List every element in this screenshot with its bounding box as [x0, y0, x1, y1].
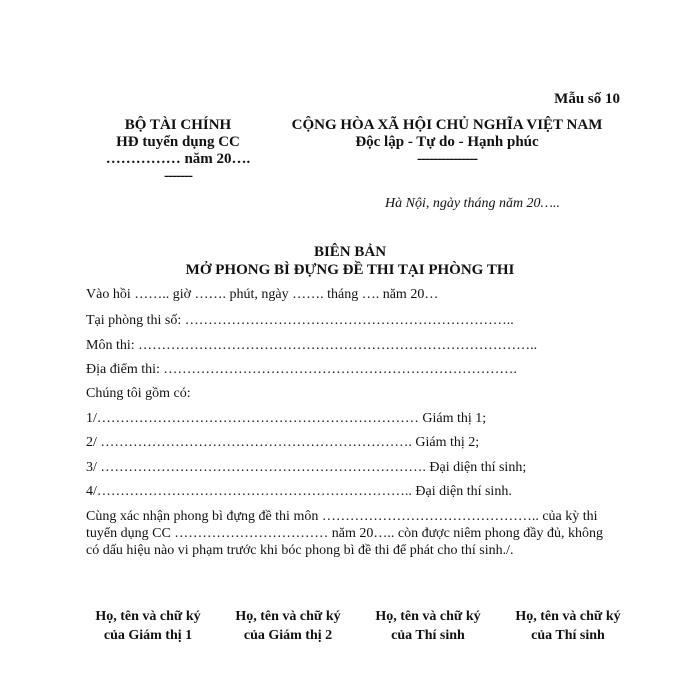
signature-role: của Thí sinh — [531, 628, 605, 643]
signature-label: Họ, tên và chữ ký — [375, 609, 481, 624]
ministry-name: BỘ TÀI CHÍNH — [124, 117, 232, 133]
place-date: Hà Nội, ngày tháng năm 20….. — [385, 196, 560, 211]
member-line-4: 4/………………………………………………………….. Đại diện thí sinh. — [86, 484, 512, 499]
signature-role: của Thí sinh — [391, 628, 465, 643]
signature-label: Họ, tên và chữ ký — [235, 609, 341, 624]
title-line-1: BIÊN BẢN — [313, 244, 387, 260]
council-year: …………… năm 20…. — [105, 151, 251, 167]
signature-block-proctor-2 — [218, 607, 358, 645]
nation-name: CỘNG HÒA XÃ HỘI CHỦ NGHĨA VIỆT NAM — [291, 117, 603, 133]
title-line-2: MỞ PHONG BÌ ĐỰNG ĐỀ THI TẠI PHÒNG THI — [185, 262, 515, 278]
signature-row — [78, 607, 638, 645]
members-intro: Chúng tôi gồm có: — [86, 386, 191, 401]
document-title — [150, 243, 550, 279]
motto-divider: --------------- — [417, 151, 477, 167]
member-line-2: 2/ …………………………………………………………. Giám thị 2; — [86, 435, 480, 450]
exam-subject-field: Môn thi: ………………………………………………………………………….. — [86, 338, 538, 353]
confirmation-paragraph: Cùng xác nhận phong bì đựng đề thi môn ……………………………………….. của kỳ thi tuyển dụng CC …………………………… năm 20….. còn được niêm phong đầy đủ, không có dấu hiệu nào vi phạm trước khi bóc phong bì đề thi để phát cho thí sinh./. — [86, 509, 604, 558]
exam-location-field: Địa điểm thi: …………………………………………………………………. — [86, 362, 517, 377]
council-name: HĐ tuyển dụng CC — [116, 134, 240, 150]
exam-room-field: Tại phòng thi số: …………………………………………………………….. — [86, 313, 514, 328]
national-motto: Độc lập - Tự do - Hạnh phúc — [355, 134, 539, 150]
signature-block-candidate-1 — [358, 607, 498, 645]
member-line-1: 1/…………………………………………………………… Giám thị 1; — [86, 411, 487, 426]
exam-time-field: Vào hồi …….. giờ ……. phút, ngày ……. tháng …. năm 20… — [86, 287, 439, 302]
org-divider: ------- — [164, 168, 192, 184]
form-number: Mẫu số 10 — [554, 91, 620, 107]
signature-block-candidate-2 — [498, 607, 638, 645]
signature-label: Họ, tên và chữ ký — [95, 609, 201, 624]
signature-role: của Giám thị 2 — [243, 628, 333, 643]
signature-block-proctor-1 — [78, 607, 218, 645]
national-header — [272, 117, 622, 168]
member-line-3: 3/ ……………………………………………………………. Đại diện thí sinh; — [86, 460, 527, 475]
signature-label: Họ, tên và chữ ký — [515, 609, 621, 624]
signature-role: của Giám thị 1 — [103, 628, 193, 643]
issuing-organization — [78, 117, 278, 185]
